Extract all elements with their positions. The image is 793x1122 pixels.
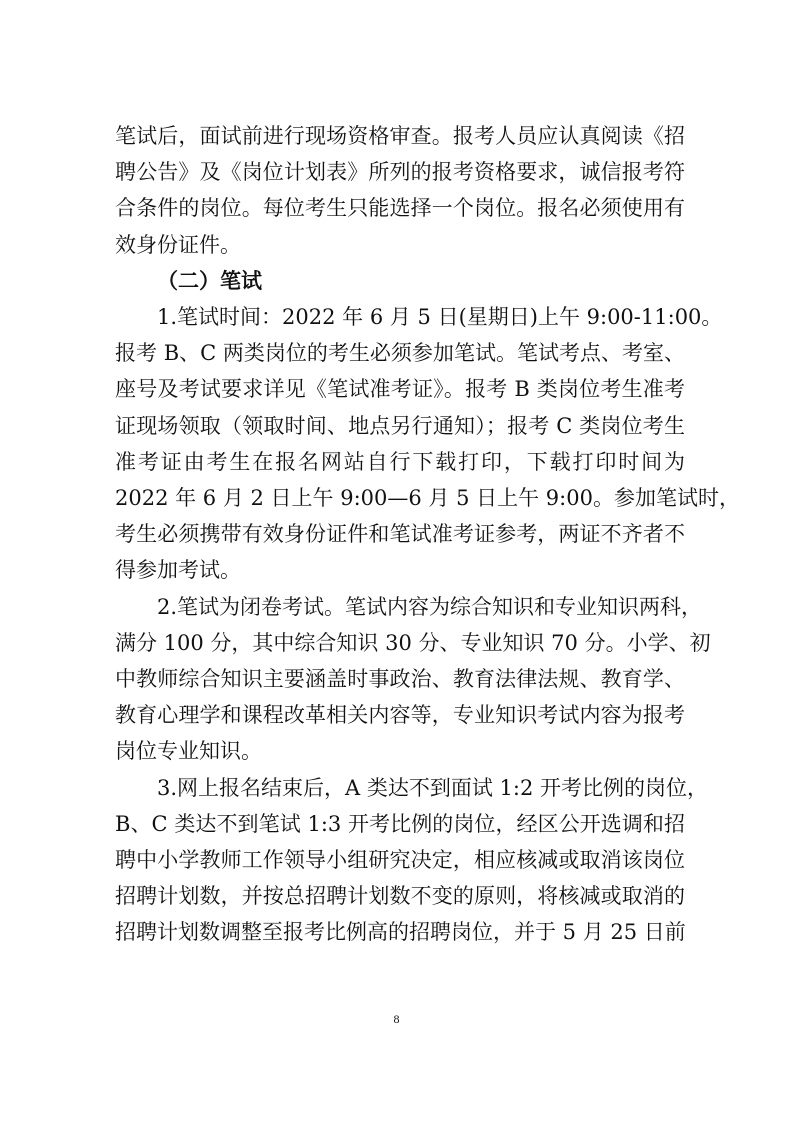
text-line: 满分 100 分，其中综合知识 30 分、专业知识 70 分。小学、初 <box>115 630 711 655</box>
text-line: 中教师综合知识主要涵盖时事政治、教育法律法规、教育学、 <box>115 667 685 692</box>
text-line: 合条件的岗位。每位考生只能选择一个岗位。报名必须使用有 <box>115 196 685 221</box>
text-line: 考生必须携带有效身份证件和笔试准考证参考，两证不齐者不 <box>115 522 685 547</box>
text-line: 2.笔试为闭卷考试。笔试内容为综合知识和专业知识两科， <box>157 594 703 619</box>
text-line: 笔试后，面试前进行现场资格审查。报考人员应认真阅读《招 <box>115 124 685 148</box>
text-line: 聘公告》及《岗位计划表》所列的报考资格要求，诚信报考符 <box>115 160 685 185</box>
text-line: 聘中小学教师工作领导小组研究决定，相应核减或取消该岗位 <box>115 848 685 873</box>
text-line: 1.笔试时间：2022 年 6 月 5 日(星期日)上午 9:00-11:00。 <box>157 305 723 330</box>
text-line: 证现场领取（领取时间、地点另行通知）；报考 C 类岗位考生 <box>115 413 685 438</box>
text-line: 得参加考试。 <box>115 558 241 583</box>
text-line: 2022 年 6 月 2 日上午 9:00—6 月 5 日上午 9:00。参加笔试时， <box>115 486 740 511</box>
text-line: 招聘计划数，并按总招聘计划数不变的原则，将核减或取消的 <box>115 884 685 909</box>
page-number: 8 <box>393 1012 400 1026</box>
text-line: 效身份证件。 <box>115 232 241 257</box>
text-line: 3.网上报名结束后，A 类达不到面试 1:2 开考比例的岗位， <box>157 775 709 800</box>
text-line: 教育心理学和课程改革相关内容等，专业知识考试内容为报考 <box>115 703 685 728</box>
section-heading: （二）笔试 <box>157 267 262 293</box>
text-line: 岗位专业知识。 <box>115 739 262 764</box>
text-line: 准考证由考生在报名网站自行下载打印，下载打印时间为 <box>115 449 685 474</box>
text-line: B、C 类达不到笔试 1:3 开考比例的岗位，经区公开选调和招 <box>115 811 685 836</box>
text-line: 座号及考试要求详见《笔试准考证》。报考 B 类岗位考生准考 <box>115 377 685 402</box>
text-line: 报考 B、C 两类岗位的考生必须参加笔试。笔试考点、考室、 <box>115 341 685 366</box>
text-line: 招聘计划数调整至报考比例高的招聘岗位，并于 5 月 25 日前 <box>115 920 686 945</box>
body-text <box>115 118 740 951</box>
